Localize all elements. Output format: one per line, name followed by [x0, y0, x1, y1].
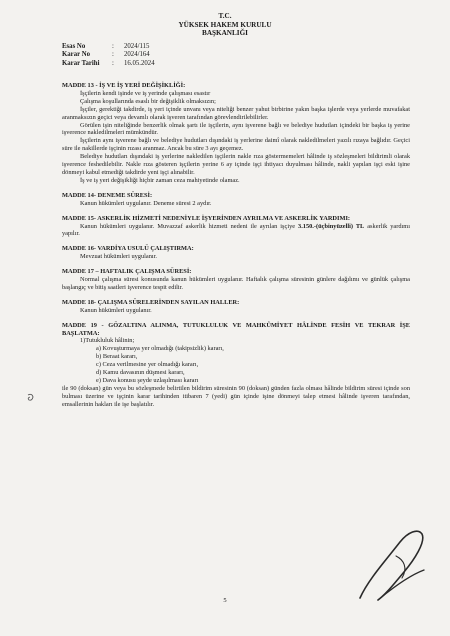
- header-tc: T.C.: [218, 12, 232, 20]
- signature-icon: [338, 520, 438, 610]
- meta-value: 2024/115: [124, 43, 150, 50]
- case-meta: [62, 43, 155, 68]
- header: [0, 12, 450, 38]
- meta-label: Karar No: [62, 51, 91, 59]
- text-run: Kanun hükümleri uygulanır. Muvazzaf askerlik hizmeti nedeni ile ayrılan işçiye: [80, 222, 299, 230]
- header-presidency: BAŞKANLIĞI: [202, 29, 248, 38]
- paragraph: [62, 223, 410, 239]
- article-15-title: MADDE 15- ASKERLİK HİZMETİ NEDENİYLE İŞYERİNDEN AYRILMA VE ASKERLİK YARDIMI:: [62, 214, 351, 222]
- paragraph: Görülen işin niteliğinde benzerlik olmak şartı ile işçilerin, aynı işverene bağlı ve belediye hudutları içindeki bir başka iş yerine işverence nakledilmeleri mümkündür.: [62, 121, 410, 137]
- list-item: d) Kamu davasının düşmesi kararı,: [96, 369, 185, 377]
- margin-pen-mark-icon: [26, 392, 36, 404]
- paragraph: Belediye hudutları dışındaki iş yerlerine nakledilen işçilerin nakle rıza göstermemeleri hâlinde iş sözleşmeleri bildirimli olarak işverence feshedilebilir. Nakle rıza gösteren işçilerin yerine 6 ay içinde işçi ihtiyacı duyulması hâlinde, nakli yapılan işçi eski işine dönmeyi kabul etmediği takdirde yeni işçi alınabilir.: [62, 153, 410, 176]
- meta-row-esas: Esas No : 2024/115: [62, 43, 150, 50]
- meta-label: Esas No: [62, 43, 86, 50]
- paragraph: Normal çalışma süresi konusunda kanun hükümleri uygulanır. Haftalık çalışma süresinin günlere dağılımı ve günlük çalışma başlangıç ve bitiş saatleri işverence tespit edilir.: [62, 276, 410, 291]
- meta-value: 16.05.2024: [124, 59, 155, 67]
- paragraph: Kanun hükümleri uygulanır.: [80, 306, 152, 314]
- page-number: 5: [223, 597, 227, 604]
- paragraph: 1)Tutukluluk hâlinin;: [80, 337, 135, 345]
- paragraph: Kanun hükümleri uygulanır. Deneme süresi 2 aydır.: [80, 199, 212, 207]
- bold-amount: 3.150.-(üçbinyüzelli) TL: [298, 222, 365, 230]
- paragraph: İşçiler, gerektiği takdirde, iş yeri içinde unvanı veya niteliği benzer yahut birbirine yakın başka işlerde veya yerlerde muvafakat aranmaksızın geçici veya devamlı olarak işveren tarafından görevlendirilebilirler.: [62, 105, 410, 121]
- article-13-title: MADDE 13 - İŞ VE İŞ YERİ DEĞİŞİKLİĞİ:: [62, 82, 186, 89]
- meta-row-tarih: Karar Tarihi : 16.05.2024: [62, 59, 155, 67]
- verdict-list: [62, 345, 410, 385]
- paragraph: İşçilerin kendi işinde ve iş yerinde çalışması esastır: [80, 89, 211, 97]
- paragraph: İş ve iş yeri değişikliği hiçbir zaman ceza mahiyetinde olamaz.: [80, 176, 240, 184]
- article-17-title: MADDE 17 – HAFTALIK ÇALIŞMA SÜRESİ:: [62, 268, 192, 276]
- paragraph: ile 90 (doksan) gün veya bu sözleşmede belirtilen bildirim süresinin 90 (doksan) günden fazla olması hâlinde bildirim süresi içinde son bulması üzerine ve işçinin karar tarihinden itibaren 7 (yedi) gün içinde işine dönmeyi talep etmesi hâlinde işveren tarafından, emsallerinin hakları ile işe başlatılır.: [62, 384, 410, 408]
- paragraph: Çalışma koşullarında esaslı bir değişiklik olmaksızın;: [80, 97, 216, 105]
- article-16-title: MADDE 16- VARDİYA USULÜ ÇALIŞTIRMA:: [62, 245, 194, 253]
- meta-value: 2024/164: [124, 51, 150, 59]
- document-body: [62, 82, 410, 409]
- meta-row-karar: Karar No : 2024/164: [62, 51, 150, 59]
- article-18-title: MADDE 18- ÇALIŞMA SÜRELERİNDEN SAYILAN HALLER:: [62, 298, 240, 306]
- list-item: a) Kovuşturmaya yer olmadığı (takipsizlik) kararı,: [96, 345, 224, 353]
- list-item: c) Ceza verilmesine yer olmadığı kararı,: [96, 361, 199, 369]
- list-item: b) Beraat kararı,: [96, 353, 138, 361]
- article-19-title: MADDE 19 - GÖZALTINA ALINMA, TUTUKLULUK VE MAHKÛMİYET HÂLİNDE FESİH VE TEKRAR İŞE BAŞLATMA:: [62, 321, 410, 337]
- article-14-title: MADDE 14- DENEME SÜRESİ:: [62, 191, 153, 199]
- list-item: e) Dava konusu şeyde uzlaşılması kararı: [96, 377, 199, 384]
- paragraph: Mevzuat hükümleri uygulanır.: [80, 253, 157, 261]
- header-institution: YÜKSEK HAKEM KURULU: [178, 20, 272, 29]
- meta-label: Karar Tarihi: [62, 59, 100, 67]
- paragraph: İşçilerin aynı işverene bağlı ve belediye hudutları dışındaki iş yerlerine daimî olarak nakledilmeleri yazılı rızaya bağlıdır. Geçici süre ile nakillerde işçinin rızası aranmaz. Ancak bu süre 3 ayı geçemez.: [62, 137, 410, 153]
- text-run: askerlik yardımı yapılır.: [62, 222, 410, 238]
